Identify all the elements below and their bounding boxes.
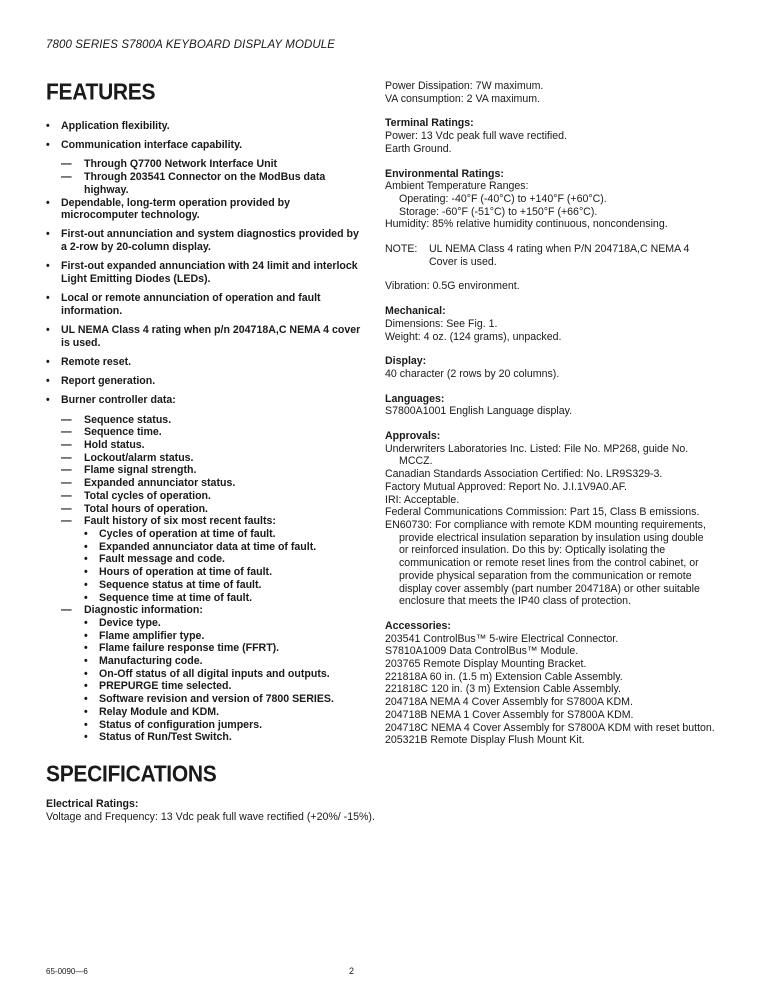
accessory-line: 204718A NEMA 4 Cover Assembly for S7800A KDM. bbox=[385, 696, 633, 709]
feature-item: — Through 203541 Connector on the ModBus data highway. bbox=[46, 171, 366, 196]
accessory-line: S7810A1009 Data ControlBus™ Module. bbox=[385, 645, 579, 658]
approvals-section bbox=[385, 430, 715, 608]
va-consumption: VA consumption: 2 VA maximum. bbox=[385, 92, 541, 105]
feature-item: • Sequence time at time of fault. bbox=[46, 592, 366, 605]
feature-item: — Diagnostic information: bbox=[46, 604, 366, 617]
mechanical-heading: Mechanical: bbox=[385, 305, 446, 318]
vibration: Vibration: 0.5G environment. bbox=[385, 280, 520, 293]
environmental-heading: Environmental Ratings: bbox=[385, 167, 504, 180]
approval-line: IRI: Acceptable. bbox=[385, 493, 460, 506]
feature-item: — Total cycles of operation. bbox=[46, 490, 366, 503]
power-dissipation: Power Dissipation: 7W maximum. bbox=[385, 80, 544, 92]
languages-line: S7800A1001 English Language display. bbox=[385, 405, 573, 418]
approval-line: Underwriters Laboratories Inc. Listed: File No. MP268, guide No. MCCZ. bbox=[385, 442, 689, 468]
feature-item: — Sequence status. bbox=[46, 414, 366, 427]
mechanical-line: Weight: 4 oz. (124 grams), unpacked. bbox=[385, 330, 562, 343]
mechanical-line: Dimensions: See Fig. 1. bbox=[385, 317, 498, 330]
accessory-line: 221818C 120 in. (3 m) Extension Cable Assembly. bbox=[385, 683, 621, 696]
feature-item: — Lockout/alarm status. bbox=[46, 452, 366, 465]
feature-item: • Flame failure response time (FFRT). bbox=[46, 642, 366, 655]
feature-item: • Fault message and code. bbox=[46, 553, 366, 566]
mechanical-section bbox=[385, 305, 715, 343]
accessory-line: 205321B Remote Display Flush Mount Kit. bbox=[385, 734, 585, 747]
feature-item: • Report generation. bbox=[46, 375, 366, 388]
feature-item: • First-out annunciation and system diagnostics provided by a 2-row by 20-column display. bbox=[46, 228, 366, 253]
right-column bbox=[385, 80, 715, 759]
feature-item: — Fault history of six most recent faults: bbox=[46, 515, 366, 528]
feature-item: • Flame amplifier type. bbox=[46, 630, 366, 643]
display-line: 40 character (2 rows by 20 columns). bbox=[385, 367, 560, 380]
accessory-line: 221818A 60 in. (1.5 m) Extension Cable Assembly. bbox=[385, 670, 623, 683]
feature-item: • Status of Run/Test Switch. bbox=[46, 731, 366, 744]
approval-line: EN60730: For compliance with remote KDM mounting requirements, provide electrical insulation separation by insulation using double or reinforced insulation. Do this by: Optically isolating the communication or remote reset lines from the control cabinet, or provide physical separation from the communication or remote display cover assembly (part number 204718A) or other suitable enclosure that meets the IP40 class of protection. bbox=[385, 518, 706, 608]
feature-item: • Relay Module and KDM. bbox=[46, 706, 366, 719]
terminal-heading: Terminal Ratings: bbox=[385, 117, 474, 130]
terminal-line: Power: 13 Vdc peak full wave rectified. bbox=[385, 130, 567, 143]
feature-item: — Sequence time. bbox=[46, 426, 366, 439]
env-line: Humidity: 85% relative humidity continuous, noncondensing. bbox=[385, 218, 668, 231]
accessory-line: 203541 ControlBus™ 5-wire Electrical Connector. bbox=[385, 632, 619, 645]
accessory-line: 204718C NEMA 4 Cover Assembly for S7800A KDM with reset button. bbox=[385, 721, 715, 734]
feature-item: • On-Off status of all digital inputs and outputs. bbox=[46, 668, 366, 681]
note-text: UL NEMA Class 4 rating when P/N 204718A,C NEMA 4 Cover is used. bbox=[429, 243, 690, 268]
running-header: 7800 SERIES S7800A KEYBOARD DISPLAY MODULE bbox=[46, 39, 336, 51]
feature-item: • Communication interface capability. bbox=[46, 139, 366, 152]
feature-item: • Dependable, long-term operation provided by microcomputer technology. bbox=[46, 197, 366, 222]
feature-item: • First-out expanded annunciation with 24 limit and interlock Light Emitting Diodes (LEDs). bbox=[46, 260, 366, 285]
power-section bbox=[385, 80, 715, 105]
accessory-line: 204718B NEMA 1 Cover Assembly for S7800A KDM. bbox=[385, 708, 634, 721]
feature-item: — Expanded annunciator status. bbox=[46, 477, 366, 490]
page-number: 2 bbox=[349, 966, 355, 976]
env-line: Operating: -40°F (-40°C) to +140°F (+60°C). bbox=[399, 192, 607, 205]
feature-item: • Local or remote annunciation of operation and fault information. bbox=[46, 292, 366, 317]
display-section bbox=[385, 355, 715, 380]
feature-item: • Manufacturing code. bbox=[46, 655, 366, 668]
accessories-section bbox=[385, 620, 715, 747]
accessories-heading: Accessories: bbox=[385, 619, 451, 632]
feature-item: • Device type. bbox=[46, 617, 366, 630]
left-column bbox=[46, 80, 366, 744]
languages-heading: Languages: bbox=[385, 392, 445, 405]
features-list bbox=[46, 120, 366, 744]
electrical-ratings bbox=[46, 798, 376, 823]
approval-line: Canadian Standards Association Certified: No. LR9S329-3. bbox=[385, 468, 663, 481]
approvals-heading: Approvals: bbox=[385, 430, 441, 443]
specifications-title: SPECIFICATIONS bbox=[46, 762, 217, 787]
note-block bbox=[385, 243, 715, 268]
feature-item: • Remote reset. bbox=[46, 356, 366, 369]
env-line: Ambient Temperature Ranges: bbox=[385, 180, 529, 193]
terminal-line: Earth Ground. bbox=[385, 142, 452, 155]
approval-line: Federal Communications Commission: Part 15, Class B emissions. bbox=[385, 506, 700, 519]
feature-item: • Status of configuration jumpers. bbox=[46, 719, 366, 732]
feature-item: • Hours of operation at time of fault. bbox=[46, 566, 366, 579]
note-label: NOTE: bbox=[385, 243, 418, 256]
feature-item: • PREPURGE time selected. bbox=[46, 680, 366, 693]
features-title: FEATURES bbox=[46, 80, 156, 105]
env-line: Storage: -60°F (-51°C) to +150°F (+66°C). bbox=[399, 205, 598, 218]
feature-item: — Hold status. bbox=[46, 439, 366, 452]
accessory-line: 203765 Remote Display Mounting Bracket. bbox=[385, 658, 587, 671]
feature-item: • Sequence status at time of fault. bbox=[46, 579, 366, 592]
display-heading: Display: bbox=[385, 355, 427, 368]
approval-line: Factory Mutual Approved: Report No. J.I.1V9A0.AF. bbox=[385, 480, 628, 493]
document-number: 65-0090—6 bbox=[46, 967, 88, 976]
feature-item: — Through Q7700 Network Interface Unit bbox=[46, 158, 366, 171]
feature-item: • Cycles of operation at time of fault. bbox=[46, 528, 366, 541]
languages-section bbox=[385, 393, 715, 418]
feature-item: — Flame signal strength. bbox=[46, 464, 366, 477]
electrical-ratings-text: Voltage and Frequency: 13 Vdc peak full wave rectified (+20%/ -15%). bbox=[46, 810, 375, 823]
terminal-section bbox=[385, 117, 715, 155]
environmental-section bbox=[385, 168, 715, 232]
feature-item: • Expanded annunciator data at time of fault. bbox=[46, 541, 366, 554]
feature-item: • Application flexibility. bbox=[46, 120, 366, 133]
feature-item: • UL NEMA Class 4 rating when p/n 204718A,C NEMA 4 cover is used. bbox=[46, 324, 366, 349]
feature-item: — Total hours of operation. bbox=[46, 503, 366, 516]
electrical-ratings-heading: Electrical Ratings: bbox=[46, 798, 139, 810]
feature-item: • Burner controller data: bbox=[46, 394, 366, 407]
feature-item: • Software revision and version of 7800 SERIES. bbox=[46, 693, 366, 706]
